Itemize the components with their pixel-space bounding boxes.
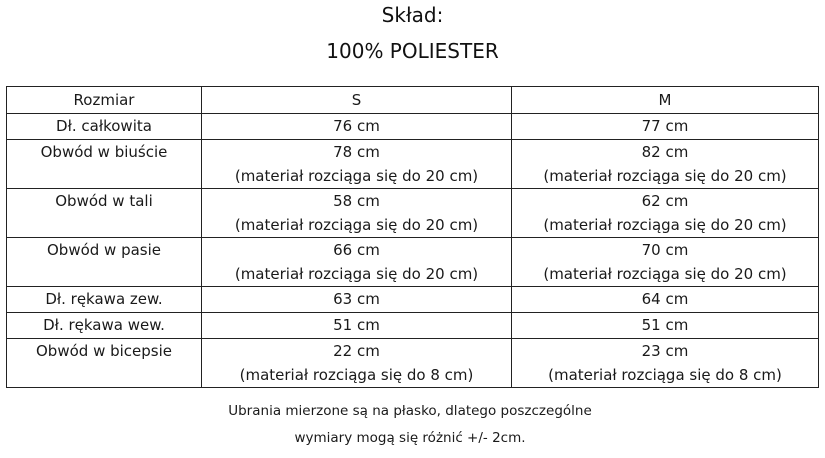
footnote-line-2: wymiary mogą się różnić +/- 2cm.: [294, 430, 526, 446]
value-s: 66 cm: [333, 241, 380, 259]
size-table-body: [7, 114, 819, 388]
row-label: Obwód w tali: [7, 189, 202, 238]
row-label: Obwód w pasie: [7, 238, 202, 287]
value-s: 76 cm: [202, 114, 512, 140]
note-m: (materiał rozciąga się do 8 cm): [548, 366, 782, 384]
value-m: 64 cm: [512, 287, 819, 313]
cell-s: [202, 339, 512, 388]
note-s: (materiał rozciąga się do 20 cm): [234, 167, 479, 185]
table-row: [7, 339, 819, 388]
row-label: Dł. rękawa zew.: [7, 287, 202, 313]
value-m: 51 cm: [512, 313, 819, 339]
value-m: 77 cm: [512, 114, 819, 140]
value-s: 22 cm: [333, 342, 380, 360]
footnote-line-1: Ubrania mierzone są na płasko, dlatego poszczególne: [228, 403, 592, 419]
table-row: [7, 189, 819, 238]
note-s: (materiał rozciąga się do 20 cm): [234, 216, 479, 234]
cell-s: [202, 238, 512, 287]
size-table-header: [7, 87, 819, 114]
note-m: (materiał rozciąga się do 20 cm): [543, 216, 787, 234]
composition-title: Skład:: [381, 3, 444, 27]
row-label: Dł. całkowita: [7, 114, 202, 140]
header-size-m: M: [512, 87, 819, 114]
header-size-label: Rozmiar: [7, 87, 202, 114]
table-row: [7, 238, 819, 287]
cell-m: [512, 238, 819, 287]
note-s: (materiał rozciąga się do 8 cm): [239, 366, 474, 384]
size-table: [6, 86, 819, 388]
row-label: Obwód w biuście: [7, 140, 202, 189]
cell-m: [512, 140, 819, 189]
header-row: [7, 87, 819, 114]
cell-s: [202, 189, 512, 238]
table-row: [7, 313, 819, 339]
value-s: 78 cm: [333, 143, 380, 161]
note-m: (materiał rozciąga się do 20 cm): [543, 167, 787, 185]
table-row: [7, 114, 819, 140]
table-row: [7, 140, 819, 189]
note-s: (materiał rozciąga się do 20 cm): [234, 265, 479, 283]
value-m: 23 cm: [641, 342, 689, 360]
value-s: 63 cm: [202, 287, 512, 313]
cell-m: [512, 189, 819, 238]
row-label: Obwód w bicepsie: [7, 339, 202, 388]
value-s: 58 cm: [333, 192, 380, 210]
cell-s: [202, 140, 512, 189]
header-size-s: S: [202, 87, 512, 114]
cell-m: [512, 339, 819, 388]
note-m: (materiał rozciąga się do 20 cm): [543, 265, 787, 283]
row-label: Dł. rękawa wew.: [7, 313, 202, 339]
table-row: [7, 287, 819, 313]
value-s: 51 cm: [202, 313, 512, 339]
composition-value: 100% POLIESTER: [326, 39, 499, 63]
value-m: 70 cm: [641, 241, 689, 259]
value-m: 62 cm: [641, 192, 689, 210]
value-m: 82 cm: [641, 143, 689, 161]
